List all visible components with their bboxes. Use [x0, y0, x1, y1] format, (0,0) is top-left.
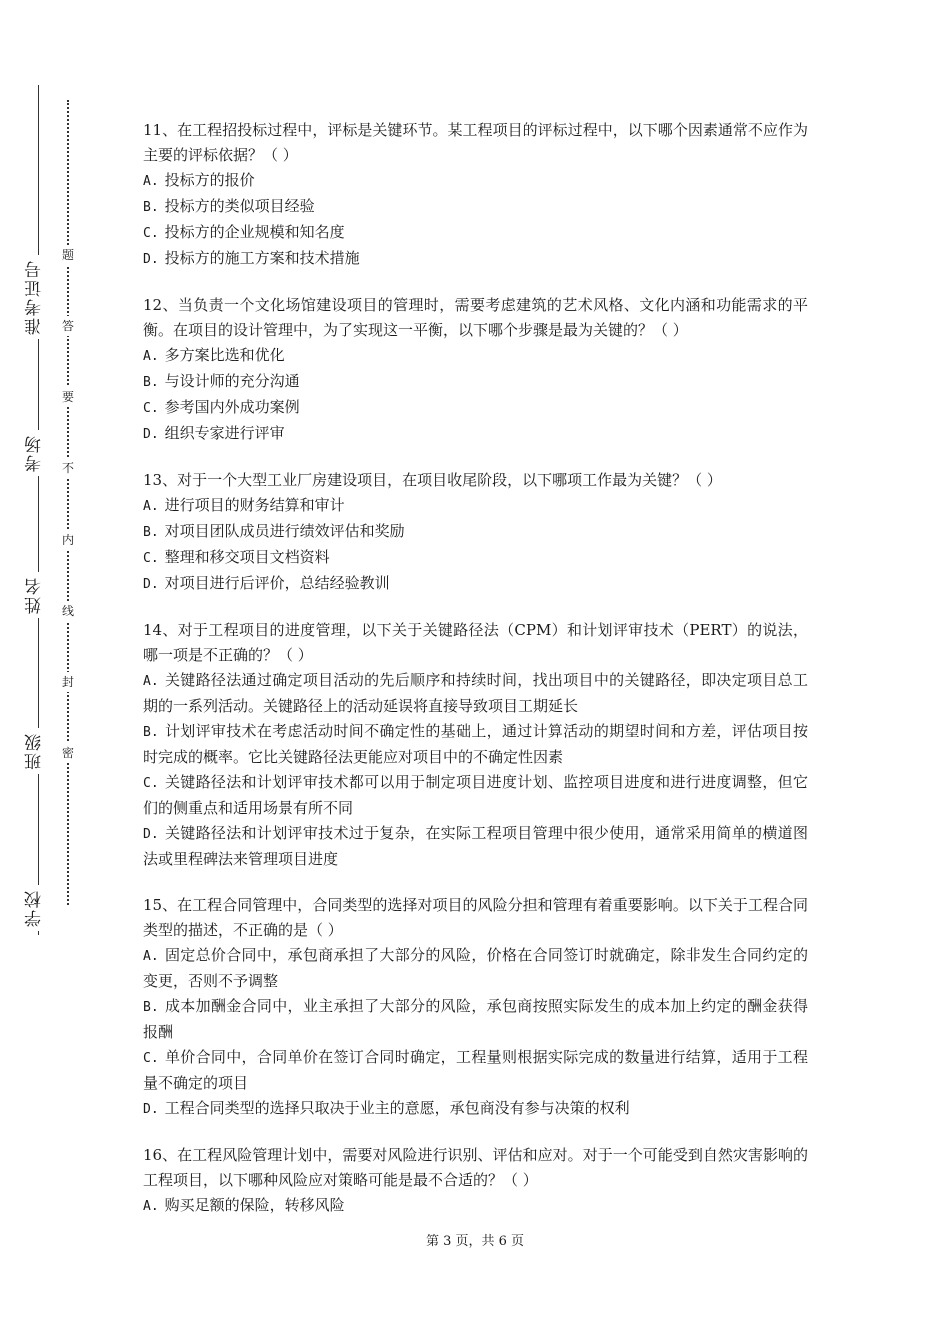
binding-margin — [0, 0, 110, 1344]
question-stem: 15、在工程合同管理中，合同类型的选择对项目的风险分担和管理有着重要影响。以下关于工程合同类型的描述，不正确的是（ ） — [143, 896, 808, 939]
seal-char: 题 — [59, 245, 77, 265]
question-stem: 14、对于工程项目的进度管理，以下关于关键路径法（CPM）和计划评审技术（PERT）的说法，哪一项是不正确的？（ ） — [143, 621, 808, 664]
question-15 — [143, 893, 808, 1122]
seal-char: 内 — [59, 530, 77, 550]
question-16 — [143, 1143, 808, 1219]
option-b: B. 与设计师的充分沟通 — [143, 372, 300, 390]
option-d: D. 投标方的施工方案和技术措施 — [143, 249, 360, 267]
option-d: D. 关键路径法和计划评审技术过于复杂，在实际工程项目管理中很少使用，通常采用简单的横道图法或里程碑法来管理项目进度 — [143, 824, 808, 868]
field-class: 班级 — [22, 728, 56, 774]
seal-char: 要 — [59, 387, 77, 407]
option-b: B. 成本加酬金合同中，业主承担了大部分的风险，承包商按照实际发生的成本加上约定的酬金获得报酬 — [143, 997, 808, 1041]
question-11 — [143, 118, 808, 272]
option-a: A. 多方案比选和优化 — [143, 346, 285, 364]
option-b: B. 对项目团队成员进行绩效评估和奖励 — [143, 522, 405, 540]
seal-char: 密 — [59, 743, 77, 763]
question-stem: 16、在工程风险管理计划中，需要对风险进行识别、评估和应对。对于一个可能受到自然灾害影响的工程项目，以下哪种风险应对策略可能是最不合适的？（ ） — [143, 1146, 808, 1189]
seal-char: 不 — [59, 458, 77, 478]
question-14 — [143, 618, 808, 872]
option-a: A. 进行项目的财务结算和审计 — [143, 496, 345, 514]
option-d: D. 工程合同类型的选择只取决于业主的意愿，承包商没有参与决策的权利 — [143, 1099, 630, 1117]
seal-char: 答 — [59, 316, 77, 336]
field-exam-room: 考场 — [22, 430, 56, 476]
page-footer: 第 3 页，共 6 页 — [425, 1234, 525, 1249]
option-c: C. 投标方的企业规模和知名度 — [143, 223, 345, 241]
option-a: A. 固定总价合同中，承包商承担了大部分的风险，价格在合同签订时就确定，除非发生合同约定的变更，否则不予调整 — [143, 946, 808, 990]
question-stem: 13、对于一个大型工业厂房建设项目，在项目收尾阶段，以下哪项工作最为关键？（ ） — [143, 471, 722, 489]
option-c: C. 关键路径法和计划评审技术都可以用于制定项目进度计划、监控项目进度和进行进度调整，但它们的侧重点和适用场景有所不同 — [143, 773, 808, 817]
question-12 — [143, 293, 808, 447]
question-list — [143, 118, 808, 1240]
question-stem: 12、当负责一个文化场馆建设项目的管理时，需要考虑建筑的艺术风格、文化内涵和功能需求的平衡。在项目的设计管理中，为了实现这一平衡，以下哪个步骤是最为关键的？（ ） — [143, 296, 808, 339]
option-d: D. 对项目进行后评价，总结经验教训 — [143, 574, 390, 592]
option-a: A. 投标方的报价 — [143, 171, 255, 189]
option-c: C. 整理和移交项目文档资料 — [143, 548, 330, 566]
question-stem: 11、在工程招投标过程中，评标是关键环节。某工程项目的评标过程中，以下哪个因素通常不应作为主要的评标依据？（ ） — [143, 121, 808, 164]
field-name: 姓名 — [22, 572, 56, 618]
binding-solid-line — [38, 85, 39, 935]
field-school: 学校 — [22, 885, 56, 931]
seal-char: 线 — [59, 601, 77, 621]
field-exam-number: 准考证号 — [22, 255, 56, 339]
option-a: A. 购买足额的保险，转移风险 — [143, 1196, 345, 1214]
option-a: A. 关键路径法通过确定项目活动的先后顺序和持续时间，找出项目中的关键路径，即决定项目总工期的一系列活动。关键路径上的活动延误将直接导致项目工期延长 — [143, 671, 808, 715]
option-b: B. 投标方的类似项目经验 — [143, 197, 315, 215]
seal-char: 封 — [59, 672, 77, 692]
option-c: C. 参考国内外成功案例 — [143, 398, 300, 416]
option-b: B. 计划评审技术在考虑活动时间不确定性的基础上，通过计算活动的期望时间和方差，评估项目按时完成的概率。它比关键路径法更能应对项目中的不确定性因素 — [143, 722, 808, 766]
seal-dotted-line — [67, 100, 69, 905]
option-c: C. 单价合同中，合同单价在签订合同时确定，工程量则根据实际完成的数量进行结算，适用于工程量不确定的项目 — [143, 1048, 808, 1092]
option-d: D. 组织专家进行评审 — [143, 424, 285, 442]
question-13 — [143, 468, 808, 597]
